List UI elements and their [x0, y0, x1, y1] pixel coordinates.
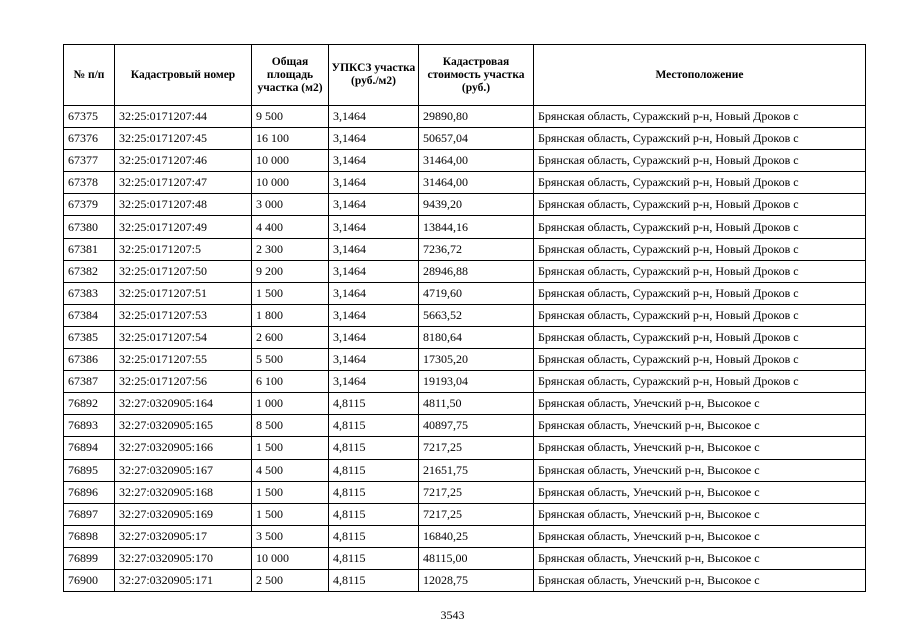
- area-cell: 9 500: [252, 106, 329, 128]
- value-cell: 4719,60: [419, 282, 534, 304]
- area-cell: 4 400: [252, 216, 329, 238]
- location-cell: Брянская область, Унечский р-н, Высокое с: [534, 415, 866, 437]
- table-row: [64, 371, 866, 393]
- upksz-cell: 3,1464: [329, 172, 419, 194]
- upksz-cell: 3,1464: [329, 260, 419, 282]
- row-number-cell: 67385: [64, 326, 115, 348]
- cadastral-number-cell: 32:25:0171207:53: [115, 304, 252, 326]
- cadastral-number-cell: 32:27:0320905:168: [115, 481, 252, 503]
- row-number-cell: 76894: [64, 437, 115, 459]
- cadastral-number-cell: 32:25:0171207:56: [115, 371, 252, 393]
- location-cell: Брянская область, Суражский р-н, Новый Дроков с: [534, 238, 866, 260]
- area-cell: 1 500: [252, 503, 329, 525]
- location-cell: Брянская область, Унечский р-н, Высокое с: [534, 437, 866, 459]
- cadastral-number-cell: 32:27:0320905:165: [115, 415, 252, 437]
- row-number-cell: 67384: [64, 304, 115, 326]
- header-cadastral-number: Кадастровый номер: [115, 45, 252, 106]
- row-number-cell: 76900: [64, 569, 115, 591]
- table-row: [64, 459, 866, 481]
- value-cell: 4811,50: [419, 393, 534, 415]
- row-number-cell: 76899: [64, 547, 115, 569]
- value-cell: 48115,00: [419, 547, 534, 569]
- cadastral-number-cell: 32:27:0320905:167: [115, 459, 252, 481]
- area-cell: 6 100: [252, 371, 329, 393]
- row-number-cell: 67381: [64, 238, 115, 260]
- cadastral-number-cell: 32:25:0171207:45: [115, 128, 252, 150]
- location-cell: Брянская область, Суражский р-н, Новый Дроков с: [534, 349, 866, 371]
- table-row: [64, 304, 866, 326]
- upksz-cell: 3,1464: [329, 282, 419, 304]
- cadastral-number-cell: 32:25:0171207:5: [115, 238, 252, 260]
- upksz-cell: 3,1464: [329, 371, 419, 393]
- location-cell: Брянская область, Суражский р-н, Новый Дроков с: [534, 172, 866, 194]
- cadastral-number-cell: 32:25:0171207:55: [115, 349, 252, 371]
- location-cell: Брянская область, Унечский р-н, Высокое с: [534, 525, 866, 547]
- cadastral-number-cell: 32:25:0171207:47: [115, 172, 252, 194]
- table-row: [64, 194, 866, 216]
- upksz-cell: 4,8115: [329, 459, 419, 481]
- upksz-cell: 4,8115: [329, 415, 419, 437]
- location-cell: Брянская область, Унечский р-н, Высокое с: [534, 503, 866, 525]
- table-row: [64, 415, 866, 437]
- cadastral-number-cell: 32:27:0320905:171: [115, 569, 252, 591]
- cadastral-number-cell: 32:27:0320905:169: [115, 503, 252, 525]
- upksz-cell: 4,8115: [329, 503, 419, 525]
- area-cell: 2 300: [252, 238, 329, 260]
- row-number-cell: 67382: [64, 260, 115, 282]
- row-number-cell: 76898: [64, 525, 115, 547]
- cadastral-number-cell: 32:27:0320905:166: [115, 437, 252, 459]
- area-cell: 1 500: [252, 437, 329, 459]
- area-cell: 9 200: [252, 260, 329, 282]
- value-cell: 50657,04: [419, 128, 534, 150]
- cadastral-number-cell: 32:25:0171207:46: [115, 150, 252, 172]
- header-row-number: № п/п: [64, 45, 115, 106]
- area-cell: 10 000: [252, 150, 329, 172]
- header-location: Местоположение: [534, 45, 866, 106]
- area-cell: 1 500: [252, 481, 329, 503]
- value-cell: 21651,75: [419, 459, 534, 481]
- upksz-cell: 3,1464: [329, 238, 419, 260]
- upksz-cell: 4,8115: [329, 525, 419, 547]
- table-header: [64, 45, 866, 106]
- value-cell: 28946,88: [419, 260, 534, 282]
- upksz-cell: 4,8115: [329, 569, 419, 591]
- area-cell: 4 500: [252, 459, 329, 481]
- location-cell: Брянская область, Унечский р-н, Высокое с: [534, 481, 866, 503]
- table-row: [64, 569, 866, 591]
- upksz-cell: 4,8115: [329, 393, 419, 415]
- upksz-cell: 3,1464: [329, 106, 419, 128]
- row-number-cell: 67383: [64, 282, 115, 304]
- location-cell: Брянская область, Унечский р-н, Высокое с: [534, 569, 866, 591]
- upksz-cell: 3,1464: [329, 349, 419, 371]
- area-cell: 16 100: [252, 128, 329, 150]
- upksz-cell: 3,1464: [329, 326, 419, 348]
- cadastral-number-cell: 32:25:0171207:44: [115, 106, 252, 128]
- page-number: 3543: [440, 608, 465, 622]
- table-row: [64, 150, 866, 172]
- row-number-cell: 76896: [64, 481, 115, 503]
- row-number-cell: 67379: [64, 194, 115, 216]
- area-cell: 3 500: [252, 525, 329, 547]
- header-cadastral-value: Кадастровая стоимость участка (руб.): [419, 45, 534, 106]
- cadastral-number-cell: 32:25:0171207:51: [115, 282, 252, 304]
- location-cell: Брянская область, Суражский р-н, Новый Дроков с: [534, 128, 866, 150]
- area-cell: 2 600: [252, 326, 329, 348]
- table-row: [64, 216, 866, 238]
- table-row: [64, 349, 866, 371]
- row-number-cell: 76893: [64, 415, 115, 437]
- row-number-cell: 76892: [64, 393, 115, 415]
- upksz-cell: 3,1464: [329, 216, 419, 238]
- value-cell: 12028,75: [419, 569, 534, 591]
- area-cell: 1 500: [252, 282, 329, 304]
- table-row: [64, 172, 866, 194]
- location-cell: Брянская область, Унечский р-н, Высокое с: [534, 459, 866, 481]
- row-number-cell: 67386: [64, 349, 115, 371]
- cadastral-number-cell: 32:27:0320905:17: [115, 525, 252, 547]
- area-cell: 5 500: [252, 349, 329, 371]
- table-row: [64, 282, 866, 304]
- value-cell: 5663,52: [419, 304, 534, 326]
- area-cell: 10 000: [252, 547, 329, 569]
- cadastral-table: [63, 44, 866, 592]
- cadastral-number-cell: 32:25:0171207:48: [115, 194, 252, 216]
- row-number-cell: 76897: [64, 503, 115, 525]
- cadastral-number-cell: 32:25:0171207:54: [115, 326, 252, 348]
- value-cell: 7217,25: [419, 481, 534, 503]
- area-cell: 1 800: [252, 304, 329, 326]
- row-number-cell: 67387: [64, 371, 115, 393]
- value-cell: 7217,25: [419, 503, 534, 525]
- table-row: [64, 106, 866, 128]
- location-cell: Брянская область, Суражский р-н, Новый Дроков с: [534, 260, 866, 282]
- value-cell: 29890,80: [419, 106, 534, 128]
- area-cell: 10 000: [252, 172, 329, 194]
- cadastral-number-cell: 32:25:0171207:50: [115, 260, 252, 282]
- table-row: [64, 238, 866, 260]
- location-cell: Брянская область, Суражский р-н, Новый Дроков с: [534, 304, 866, 326]
- location-cell: Брянская область, Унечский р-н, Высокое с: [534, 547, 866, 569]
- location-cell: Брянская область, Суражский р-н, Новый Дроков с: [534, 282, 866, 304]
- location-cell: Брянская область, Суражский р-н, Новый Дроков с: [534, 371, 866, 393]
- value-cell: 17305,20: [419, 349, 534, 371]
- table-row: [64, 393, 866, 415]
- value-cell: 7236,72: [419, 238, 534, 260]
- value-cell: 19193,04: [419, 371, 534, 393]
- upksz-cell: 4,8115: [329, 547, 419, 569]
- value-cell: 9439,20: [419, 194, 534, 216]
- location-cell: Брянская область, Унечский р-н, Высокое с: [534, 393, 866, 415]
- location-cell: Брянская область, Суражский р-н, Новый Дроков с: [534, 106, 866, 128]
- location-cell: Брянская область, Суражский р-н, Новый Дроков с: [534, 326, 866, 348]
- table-row: [64, 503, 866, 525]
- area-cell: 2 500: [252, 569, 329, 591]
- table-row: [64, 547, 866, 569]
- table-row: [64, 525, 866, 547]
- location-cell: Брянская область, Суражский р-н, Новый Дроков с: [534, 194, 866, 216]
- upksz-cell: 4,8115: [329, 437, 419, 459]
- cadastral-number-cell: 32:27:0320905:170: [115, 547, 252, 569]
- table-row: [64, 260, 866, 282]
- area-cell: 3 000: [252, 194, 329, 216]
- header-row: [64, 45, 866, 106]
- row-number-cell: 67380: [64, 216, 115, 238]
- value-cell: 7217,25: [419, 437, 534, 459]
- cadastral-number-cell: 32:27:0320905:164: [115, 393, 252, 415]
- upksz-cell: 3,1464: [329, 304, 419, 326]
- value-cell: 8180,64: [419, 326, 534, 348]
- row-number-cell: 67376: [64, 128, 115, 150]
- value-cell: 16840,25: [419, 525, 534, 547]
- value-cell: 13844,16: [419, 216, 534, 238]
- value-cell: 31464,00: [419, 150, 534, 172]
- table-row: [64, 128, 866, 150]
- upksz-cell: 4,8115: [329, 481, 419, 503]
- location-cell: Брянская область, Суражский р-н, Новый Дроков с: [534, 150, 866, 172]
- row-number-cell: 67377: [64, 150, 115, 172]
- value-cell: 40897,75: [419, 415, 534, 437]
- area-cell: 1 000: [252, 393, 329, 415]
- upksz-cell: 3,1464: [329, 128, 419, 150]
- row-number-cell: 67378: [64, 172, 115, 194]
- header-upksz: УПКСЗ участка (руб./м2): [329, 45, 419, 106]
- table-row: [64, 481, 866, 503]
- location-cell: Брянская область, Суражский р-н, Новый Дроков с: [534, 216, 866, 238]
- table-body: [64, 106, 866, 592]
- cadastral-number-cell: 32:25:0171207:49: [115, 216, 252, 238]
- header-total-area: Общая площадь участка (м2): [252, 45, 329, 106]
- upksz-cell: 3,1464: [329, 194, 419, 216]
- upksz-cell: 3,1464: [329, 150, 419, 172]
- row-number-cell: 67375: [64, 106, 115, 128]
- row-number-cell: 76895: [64, 459, 115, 481]
- table-row: [64, 326, 866, 348]
- area-cell: 8 500: [252, 415, 329, 437]
- value-cell: 31464,00: [419, 172, 534, 194]
- table-row: [64, 437, 866, 459]
